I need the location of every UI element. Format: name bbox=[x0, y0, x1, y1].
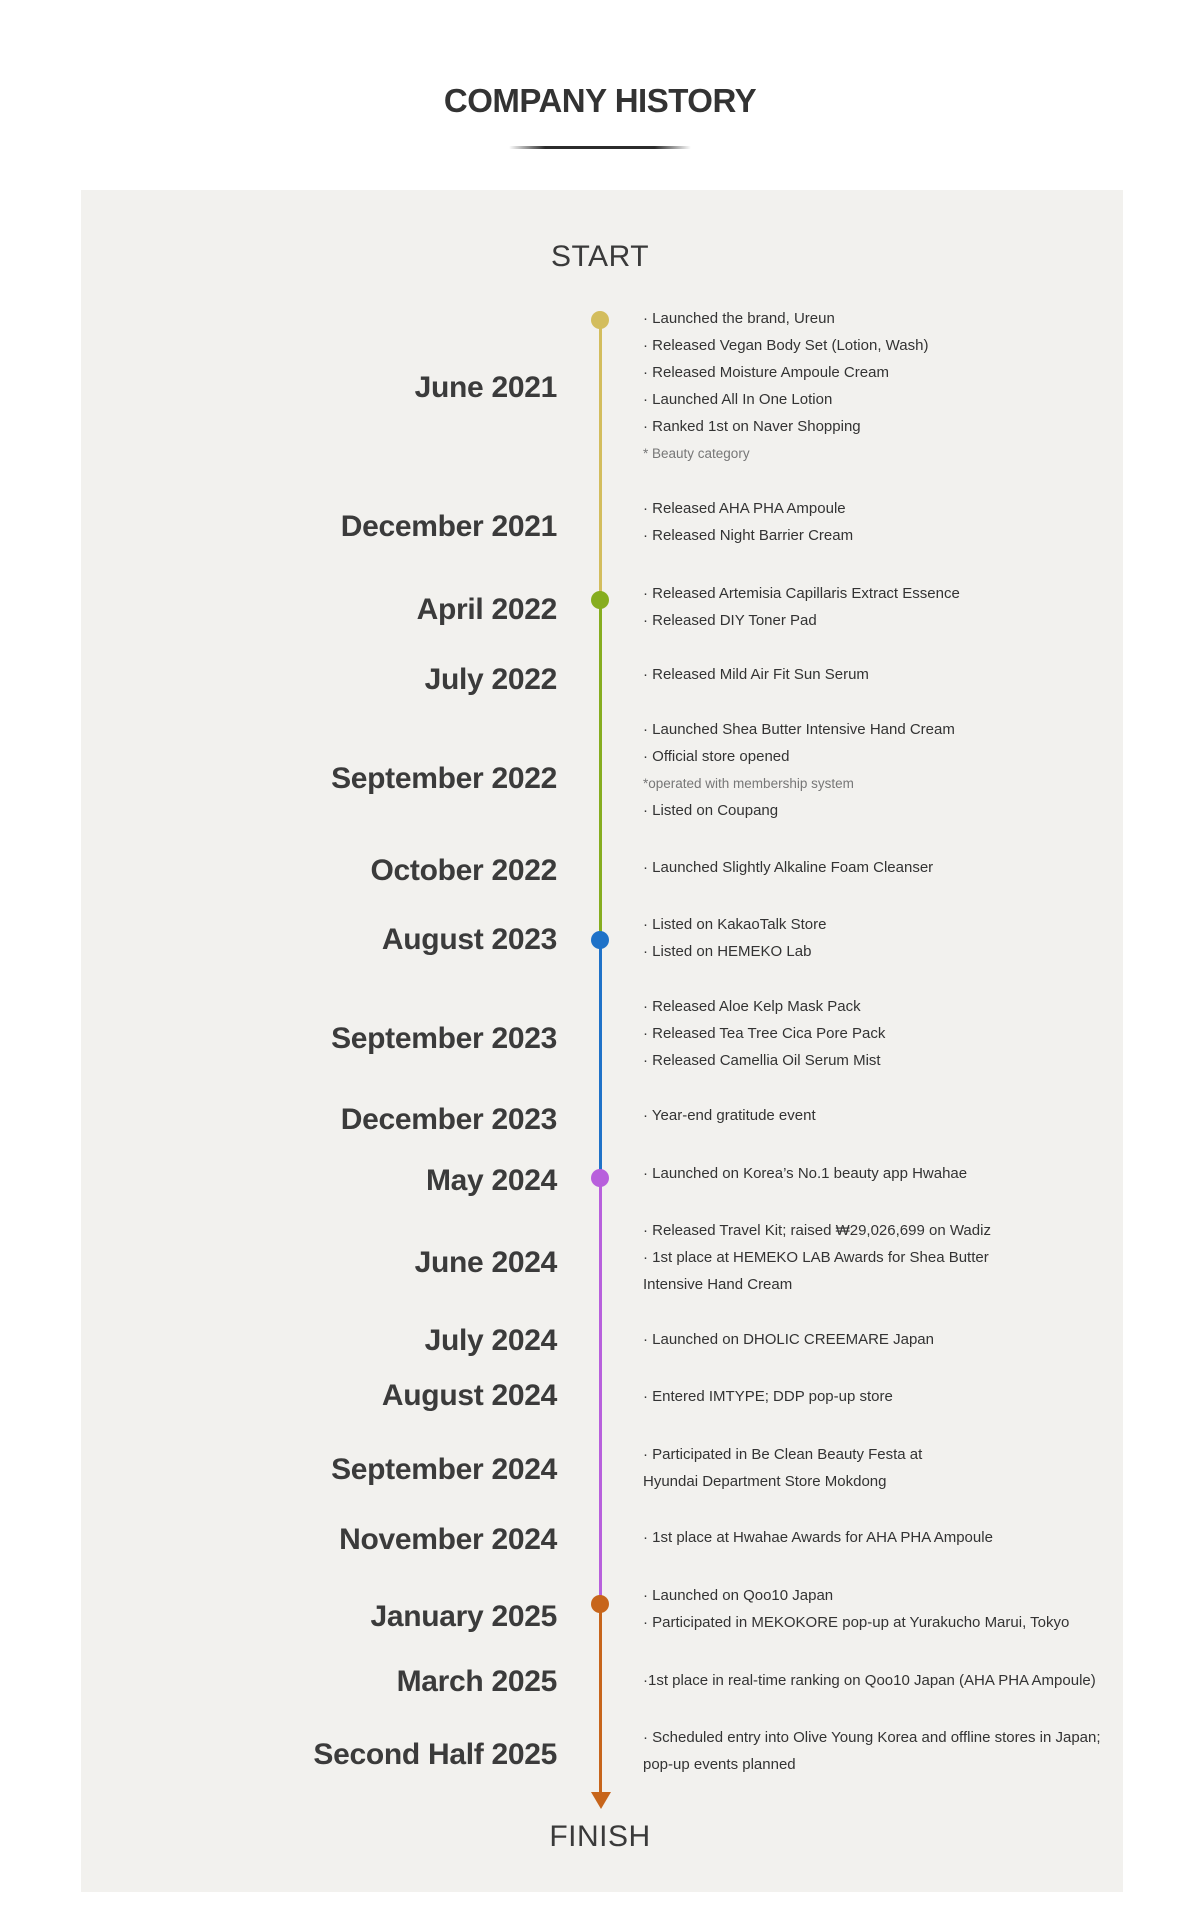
timeline-dot-2025 bbox=[591, 1595, 609, 1613]
date-january-2025: January 2025 bbox=[370, 1600, 557, 1633]
timeline-segment-2024 bbox=[599, 1178, 602, 1604]
timeline-segment-2022 bbox=[599, 600, 602, 940]
event-note: * Beauty category bbox=[643, 446, 750, 461]
event-item: · Launched All In One Lotion bbox=[643, 391, 833, 408]
event-item: · Released Night Barrier Cream bbox=[643, 527, 854, 544]
event-item: · Participated in Be Clean Beauty Festa at bbox=[643, 1446, 923, 1463]
event-item: · Entered IMTYPE; DDP pop-up store bbox=[643, 1388, 893, 1405]
start-label: START bbox=[550, 240, 650, 273]
date-september-2023: September 2023 bbox=[331, 1022, 557, 1055]
event-item: · Year-end gratitude event bbox=[643, 1107, 816, 1124]
events-october-2022 bbox=[643, 854, 1113, 881]
event-item: · Ranked 1st on Naver Shopping bbox=[643, 418, 861, 435]
events-september-2023 bbox=[643, 993, 1113, 1074]
event-item: · Released Aloe Kelp Mask Pack bbox=[643, 998, 861, 1015]
event-item: · Released Tea Tree Cica Pore Pack bbox=[643, 1025, 886, 1042]
date-september-2024: September 2024 bbox=[331, 1453, 557, 1486]
event-item: · Released DIY Toner Pad bbox=[643, 612, 817, 629]
timeline-dot-2024 bbox=[591, 1169, 609, 1187]
date-april-2022: April 2022 bbox=[416, 593, 557, 626]
date-march-2025: March 2025 bbox=[396, 1665, 557, 1698]
events-june-2021 bbox=[643, 305, 1113, 467]
event-item: · Released Artemisia Capillaris Extract Essence bbox=[643, 585, 960, 602]
event-item: · Launched on DHOLIC CREEMARE Japan bbox=[643, 1331, 934, 1348]
title-underline bbox=[509, 146, 691, 149]
events-december-2021 bbox=[643, 495, 1113, 549]
event-item: · 1st place at HEMEKO LAB Awards for Shea Butter bbox=[643, 1249, 989, 1266]
date-june-2024: June 2024 bbox=[414, 1246, 557, 1279]
timeline-segment-2023 bbox=[599, 940, 602, 1178]
event-item: · Launched on Korea’s No.1 beauty app Hwahae bbox=[643, 1165, 968, 1182]
events-july-2024 bbox=[643, 1326, 1113, 1353]
event-item: · Listed on KakaoTalk Store bbox=[643, 916, 827, 933]
timeline-segment-2021 bbox=[599, 320, 602, 600]
date-august-2023: August 2023 bbox=[381, 923, 557, 956]
date-october-2022: October 2022 bbox=[370, 854, 557, 887]
events-march-2025 bbox=[643, 1667, 1113, 1694]
event-item: Intensive Hand Cream bbox=[643, 1276, 793, 1293]
timeline-segment-2025 bbox=[599, 1604, 602, 1796]
event-item: Hyundai Department Store Mokdong bbox=[643, 1473, 887, 1490]
events-december-2023 bbox=[643, 1102, 1113, 1129]
finish-label: FINISH bbox=[549, 1820, 651, 1853]
date-july-2022: July 2022 bbox=[424, 663, 557, 696]
event-item: · Participated in MEKOKORE pop-up at Yurakucho Marui, Tokyo bbox=[643, 1614, 1070, 1631]
event-item: · Released AHA PHA Ampoule bbox=[643, 500, 846, 517]
event-item: · Listed on Coupang bbox=[643, 802, 779, 819]
event-note: *operated with membership system bbox=[643, 776, 854, 791]
event-item: · 1st place at Hwahae Awards for AHA PHA Ampoule bbox=[643, 1529, 993, 1546]
events-june-2024 bbox=[643, 1217, 1113, 1298]
event-item: ·1st place in real-time ranking on Qoo10 Japan (AHA PHA Ampoule) bbox=[643, 1672, 1096, 1689]
event-item: pop-up events planned bbox=[643, 1756, 796, 1773]
events-second-half-2025 bbox=[643, 1724, 1113, 1778]
date-november-2024: November 2024 bbox=[339, 1523, 557, 1556]
event-item: · Launched the brand, Ureun bbox=[643, 310, 835, 327]
date-june-2021: June 2021 bbox=[414, 371, 557, 404]
timeline-arrow-icon bbox=[591, 1792, 611, 1809]
event-item: · Released Camellia Oil Serum Mist bbox=[643, 1052, 881, 1069]
events-september-2024 bbox=[643, 1441, 1113, 1495]
events-november-2024 bbox=[643, 1524, 1113, 1551]
date-september-2022: September 2022 bbox=[331, 762, 557, 795]
timeline-dot-2023 bbox=[591, 931, 609, 949]
events-january-2025 bbox=[643, 1582, 1113, 1636]
date-second-half-2025: Second Half 2025 bbox=[313, 1738, 557, 1771]
event-item: · Released Mild Air Fit Sun Serum bbox=[643, 666, 869, 683]
event-item: · Released Travel Kit; raised ₩29,026,699 on Wadiz bbox=[643, 1222, 991, 1239]
event-item: · Launched on Qoo10 Japan bbox=[643, 1587, 834, 1604]
date-july-2024: July 2024 bbox=[424, 1324, 557, 1357]
timeline-dot-2021 bbox=[591, 311, 609, 329]
event-item: · Released Vegan Body Set (Lotion, Wash) bbox=[643, 337, 929, 354]
page-title: COMPANY HISTORY bbox=[443, 82, 757, 119]
events-august-2024 bbox=[643, 1383, 1113, 1410]
events-september-2022 bbox=[643, 716, 1113, 824]
events-july-2022 bbox=[643, 661, 1113, 688]
date-august-2024: August 2024 bbox=[381, 1379, 557, 1412]
timeline-dot-2022 bbox=[591, 591, 609, 609]
event-item: · Released Moisture Ampoule Cream bbox=[643, 364, 889, 381]
event-item: · Official store opened bbox=[643, 748, 790, 765]
event-item: · Launched Slightly Alkaline Foam Cleanser bbox=[643, 859, 934, 876]
date-december-2021: December 2021 bbox=[340, 510, 557, 543]
events-april-2022 bbox=[643, 580, 1113, 634]
event-item: · Scheduled entry into Olive Young Korea and offline stores in Japan; bbox=[643, 1729, 1101, 1746]
date-may-2024: May 2024 bbox=[425, 1164, 557, 1197]
date-december-2023: December 2023 bbox=[340, 1103, 557, 1136]
events-may-2024 bbox=[643, 1160, 1113, 1187]
events-august-2023 bbox=[643, 911, 1113, 965]
event-item: · Launched Shea Butter Intensive Hand Cream bbox=[643, 721, 955, 738]
event-item: · Listed on HEMEKO Lab bbox=[643, 943, 812, 960]
